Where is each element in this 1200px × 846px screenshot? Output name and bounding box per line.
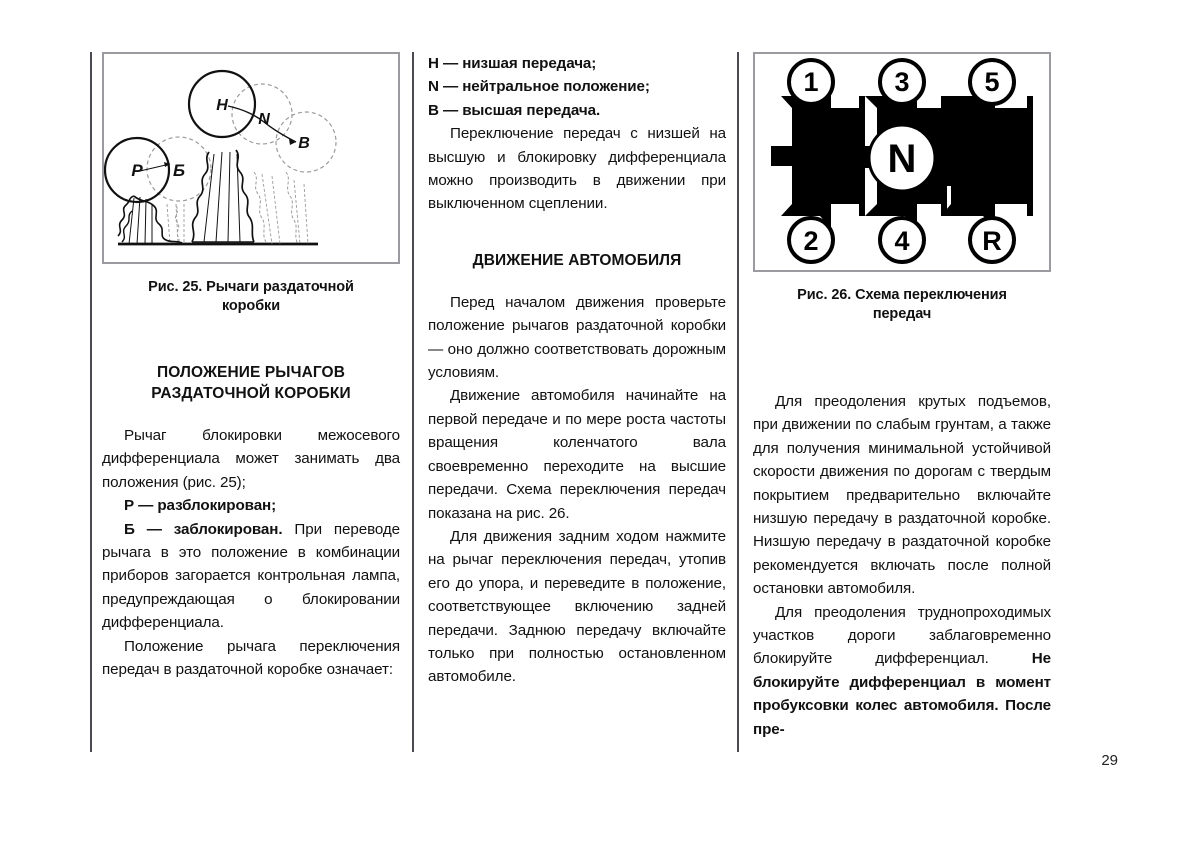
page-number: 29 <box>1101 752 1118 769</box>
paragraph-steep-climbs: Для преодоления крутых подъемов, при движении по слабым грунтам, а также для получения минимальной устойчивой скорости движения по дорогам с твердым покрытием предварительно включайте низшую передачу в раздаточной коробке. Низшую передачу в раздаточной коробке рекомендуется включать после полной остановки автомобиля. <box>753 393 1051 598</box>
column-three-body <box>753 390 1051 741</box>
figure-26-label-1: 1 <box>803 67 819 97</box>
section-heading-lever-positions <box>102 362 400 404</box>
figure-25-caption-line1: Рис. 25. Рычаги раздаточной <box>148 279 354 295</box>
paragraph-shifting: Переключение передач с низшей на высшую и блокировку дифференциала можно производить в движении при выключенном сцеплении. <box>428 125 726 213</box>
paragraph-reverse: Для движения задним ходом нажмите на рычаг переключения передач, утопив его до упора, и переведите в положение, соответствующее включению задней передачи. Заднюю передачу включайте только при полностью остановленном автомобиле. <box>428 527 726 686</box>
figure-26 <box>753 52 1051 272</box>
paragraph-b-locked-rest: При переводе рычага в это положение в комбинации приборов загорается контрольная лампа, предупреждающая о блокировании дифференциала. <box>102 520 400 632</box>
paragraph-p-unlocked: Р — разблокирован; <box>124 497 277 515</box>
paragraph-b-locked-bold: Б — заблокирован. <box>124 520 283 538</box>
figure-26-label-r: R <box>982 226 1002 256</box>
column-one <box>102 52 400 681</box>
paragraph-difficult-terrain-warning: Не блокируйте дифференциал в момент пробуксовки колес автомобиля. После пре- <box>753 650 1051 738</box>
figure-25-label-v: В <box>298 135 310 152</box>
section-heading-line1: ПОЛОЖЕНИЕ РЫЧАГОВ <box>157 364 345 381</box>
paragraph-b-locked <box>102 518 400 635</box>
figure-26-caption <box>753 286 1051 324</box>
figure-25-label-p: Р <box>131 161 143 180</box>
column-three <box>753 52 1051 741</box>
figure-25-caption-line2: коробки <box>221 298 281 314</box>
figure-26-label-n: N <box>887 137 917 181</box>
transfer-case-levers-illustration <box>104 54 398 262</box>
figure-26-caption-line2: передач <box>872 306 932 322</box>
paragraph-start-first-gear: Движение автомобиля начинайте на первой передаче и по мере роста частоты вращения коленчатого вала своевременно переходите на высшие передачи. Схема переключения передач показана на рис. 26. <box>428 387 726 522</box>
column-two <box>428 52 726 689</box>
paragraph-gear-lever-meaning: Положение рычага переключения передач в раздаточной коробке означает: <box>102 637 400 679</box>
list-item-high-gear: В — высшая передача. <box>428 101 601 119</box>
section-heading-vehicle-movement: ДВИЖЕНИЕ АВТОМОБИЛЯ <box>472 251 682 269</box>
figure-26-label-5: 5 <box>984 67 1000 97</box>
column-two-body-2 <box>428 291 726 689</box>
figure-25-caption <box>102 278 400 316</box>
figure-26-label-3: 3 <box>894 67 910 97</box>
figure-25-label-n: N <box>258 111 270 128</box>
section-heading-line2: РАЗДАТОЧНОЙ КОРОБКИ <box>151 385 351 402</box>
list-item-low-gear: Н — низшая передача; <box>428 55 597 72</box>
figure-25-label-b: Б <box>172 161 186 180</box>
paragraph-difficult-terrain-start: Для преодоления труднопроходимых участков дороги заблаговременно блокируйте дифференциал. <box>753 603 1051 668</box>
figure-26-label-4: 4 <box>894 226 910 256</box>
gear-shift-pattern-illustration <box>755 54 1049 270</box>
column-rule-left <box>90 52 92 752</box>
paragraph-difficult-terrain <box>753 601 1051 741</box>
column-rule-middle <box>412 52 414 752</box>
figure-25-label-h: Н <box>216 97 228 114</box>
column-one-body <box>102 424 400 681</box>
paragraph-before-driving: Перед началом движения проверьте положение рычагов раздаточной коробки — оно должно соответствовать дорожным условиям. <box>428 293 726 382</box>
list-item-neutral: N — нейтральное положение; <box>428 78 650 96</box>
paragraph: Рычаг блокировки межосевого дифференциала может занимать два положения (рис. 25); <box>102 427 400 491</box>
figure-25 <box>102 52 400 264</box>
figure-26-label-2: 2 <box>803 226 819 256</box>
column-two-body <box>428 52 726 216</box>
figure-26-caption-line1: Рис. 26. Схема переключения <box>797 287 1007 303</box>
column-rule-right <box>737 52 739 752</box>
